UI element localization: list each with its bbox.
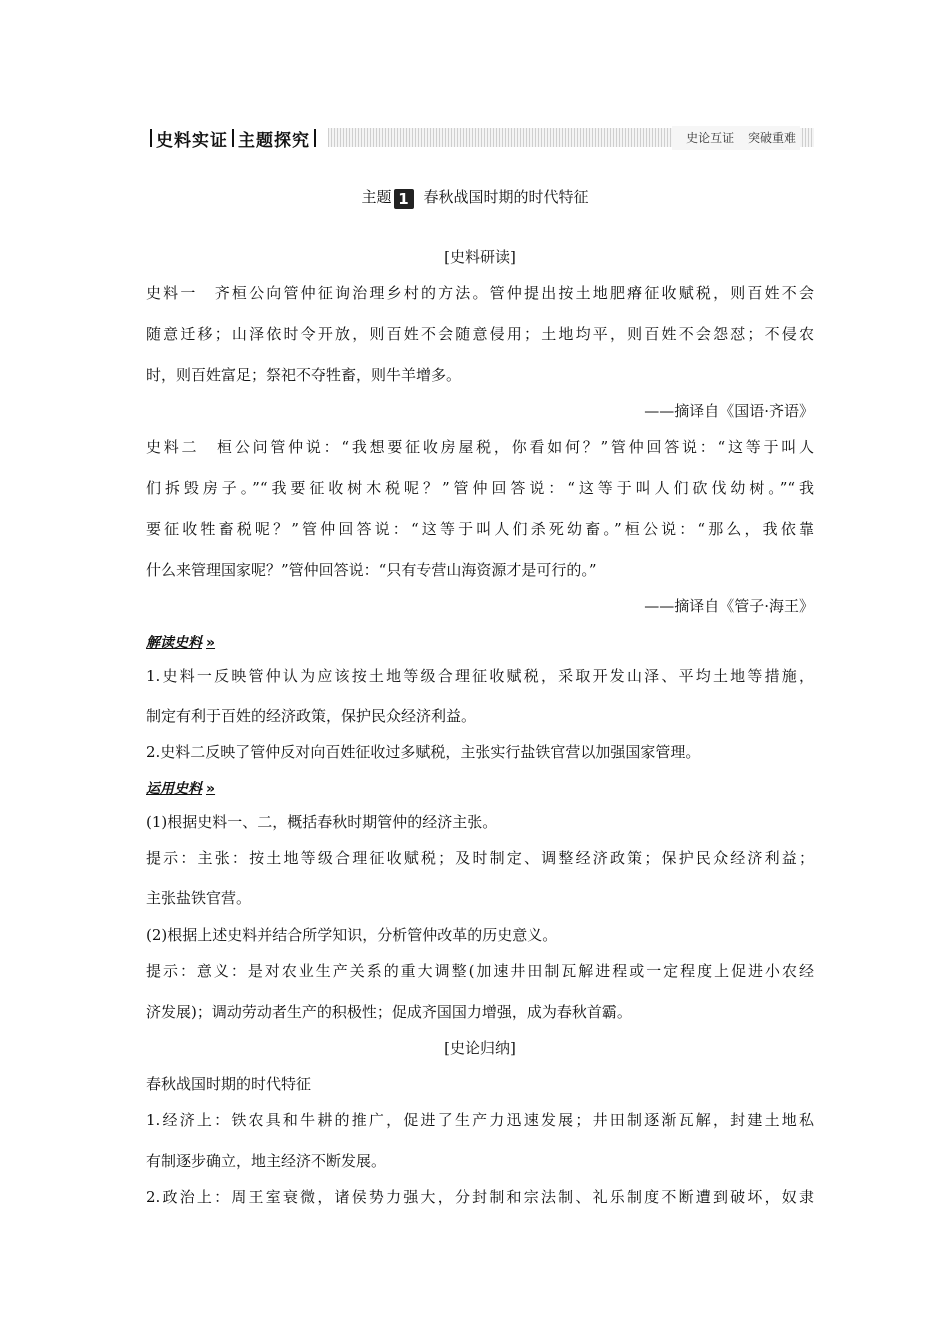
summary-line: 有制逐步确立，地主经济不断发展。 (146, 1152, 387, 1170)
section-reading-heading: [史料研读] (444, 248, 516, 266)
header-right-a: 史论互证 (686, 131, 735, 145)
topic-title (0, 186, 950, 209)
material-2-line: 史料二 桓公问管仲说：“我想要征收房屋税，你看如何？”管仲回答说：“这等于叫人 (146, 438, 814, 456)
interpret-line: 2.史料二反映了管仲反对向百姓征收过多赋税，主张实行盐铁官营以加强国家管理。 (146, 743, 701, 761)
header-divider (314, 129, 316, 147)
topic-name: 春秋战国时期的时代特征 (423, 188, 589, 206)
apply-line: (2)根据上述史料并结合所学知识，分析管仲改革的历史意义。 (146, 926, 558, 944)
summary-line: 1.经济上：铁农具和牛耕的推广，促进了生产力迅速发展；井田制逐渐瓦解，封建土地私 (146, 1111, 814, 1129)
interpret-heading (146, 632, 814, 653)
apply-label: 运用史料 » (146, 781, 216, 797)
material-1-source: ——摘译自《国语·齐语》 (644, 402, 814, 420)
summary-line: 春秋战国时期的时代特征 (146, 1075, 312, 1093)
double-chevron-icon: » (206, 635, 216, 651)
apply-heading (146, 778, 814, 799)
interpret-line: 制定有利于百姓的经济政策，保护民众经济利益。 (146, 707, 477, 725)
material-2-line: 什么来管理国家呢？”管仲回答说：“只有专营山海资源才是可行的。” (146, 561, 597, 579)
header-divider (232, 129, 234, 147)
header-divider (150, 129, 152, 147)
interpret-line: 1.史料一反映管仲认为应该按土地等级合理征收赋税，采取开发山泽、平均土地等措施， (146, 667, 814, 685)
apply-line: (1)根据史料一、二，概括春秋时期管仲的经济主张。 (146, 813, 498, 831)
double-chevron-icon: » (206, 781, 216, 797)
material-2-source: ——摘译自《管子·海王》 (644, 597, 814, 615)
header-right-b: 突破重难 (747, 131, 796, 145)
apply-line: 主张盐铁官营。 (146, 889, 252, 907)
apply-line: 提示：意义：是对农业生产关系的重大调整(加速井田制瓦解进程或一定程度上促进小农经 (146, 962, 814, 980)
apply-line: 济发展)；调动劳动者生产的积极性；促成齐国国力增强，成为春秋首霸。 (146, 1003, 632, 1021)
interpret-label: 解读史料 » (146, 635, 216, 651)
header-title-right: 主题探究 (238, 130, 310, 151)
header-title (146, 126, 320, 150)
material-1-line: 时，则百姓富足；祭祀不夺牲畜，则牛羊增多。 (146, 366, 462, 384)
material-2-line: 要征收牲畜税呢？”管仲回答说：“这等于叫人们杀死幼畜。”桓公说：“那么，我依靠 (146, 520, 814, 538)
topic-number-badge: 1 (394, 189, 414, 209)
section-header (146, 126, 814, 150)
topic-prefix: 主题 (361, 188, 392, 206)
material-1-line: 随意迁移；山泽依时令开放，则百姓不会随意侵用；土地均平，则百姓不会怨怼；不侵农 (146, 325, 814, 343)
material-2-line: 们拆毁房子。”“我要征收树木税呢？”管仲回答说：“这等于叫人们砍伐幼树。”“我 (146, 479, 814, 497)
summary-line: 2.政治上：周王室衰微，诸侯势力强大，分封制和宗法制、礼乐制度不断遭到破坏，奴隶 (146, 1188, 814, 1206)
header-right (672, 126, 800, 150)
section-summary-heading: [史论归纳] (444, 1039, 516, 1057)
material-1-line: 史料一 齐桓公向管仲征询治理乡村的方法。管仲提出按土地肥瘠征收赋税，则百姓不会 (146, 284, 814, 302)
header-title-left: 史料实证 (156, 130, 228, 151)
apply-line: 提示：主张：按土地等级合理征收赋税；及时制定、调整经济政策；保护民众经济利益； (146, 849, 814, 867)
